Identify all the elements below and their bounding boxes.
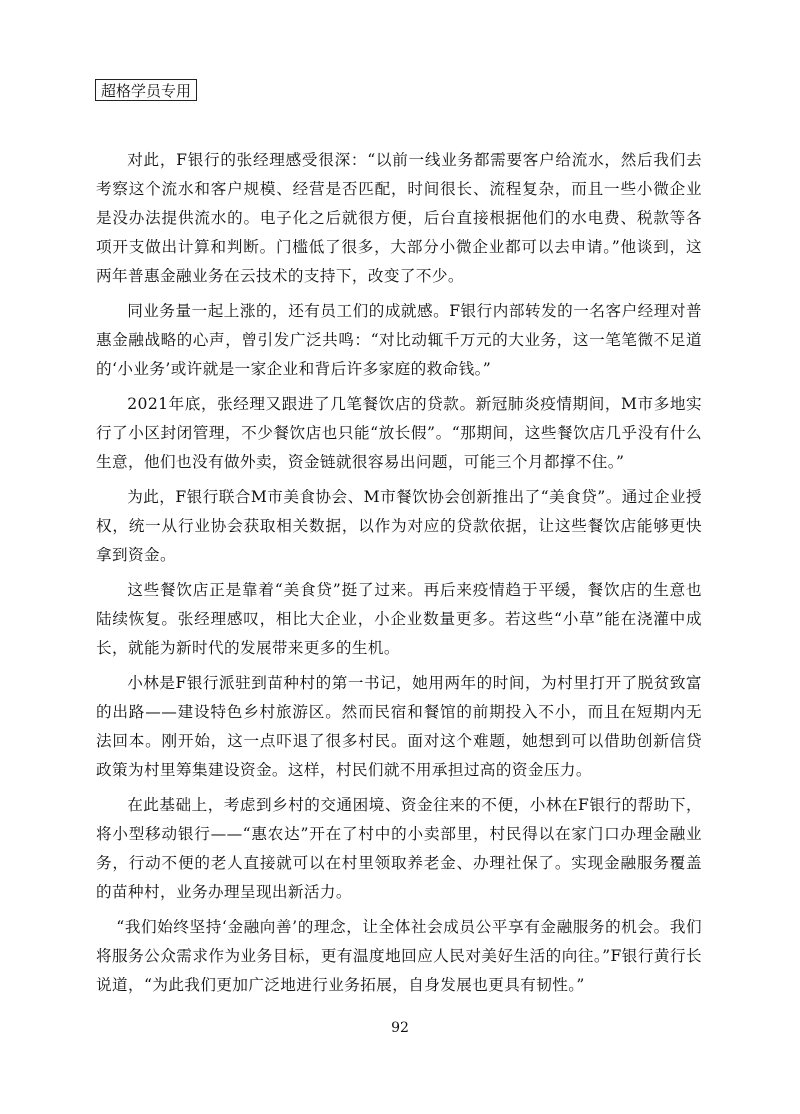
page-number: 92 [391, 1020, 409, 1036]
student-exclusive-badge: 超格学员专用 [95, 79, 197, 101]
paragraph: 同业务量一起上涨的，还有员工们的成就感。F银行内部转发的一名客户经理对普惠金融战略的心声，曾引发广泛共鸣：“对比动辄千万元的大业务，这一笔笔微不足道的‘小业务’或许就是一家企业和背后许多家庭的救命钱。” [96, 302, 702, 378]
paragraph: “我们始终坚持‘金融向善’的理念，让全体社会成员公平享有金融服务的机会。我们将服务公众需求作为业务目标，更有温度地回应人民对美好生活的向往。”F银行黄行长说道，“为此我们更加广泛地进行业务拓展，自身发展也更具有韧性。” [96, 918, 702, 994]
article-body [96, 146, 702, 1006]
paragraph: 对此，F银行的张经理感受很深：“以前一线业务都需要客户给流水，然后我们去考察这个流水和客户规模、经营是否匹配，时间很长、流程复杂，而且一些小微企业是没办法提供流水的。电子化之后就很方便，后台直接根据他们的水电费、税款等各项开支做出计算和判断。门槛低了很多，大部分小微企业都可以去申请。”他谈到，这两年普惠金融业务在云技术的支持下，改变了不少。 [96, 151, 702, 285]
paragraph: 2021年底，张经理又跟进了几笔餐饮店的贷款。新冠肺炎疫情期间，M市多地实行了小区封闭管理，不少餐饮店也只能“放长假”。“那期间，这些餐饮店几乎没有什么生意，他们也没有做外卖，资金链就很容易出问题，可能三个月都撑不住。” [96, 395, 702, 471]
paragraph: 小林是F银行派驻到苗种村的第一书记，她用两年的时间，为村里打开了脱贫致富的出路——建设特色乡村旅游区。然而民宿和餐馆的前期投入不小，而且在短期内无法回本。刚开始，这一点吓退了很多村民。面对这个难题，她想到可以借助创新信贷政策为村里筹集建设资金。这样，村民们就不用承担过高的资金压力。 [96, 674, 702, 779]
paragraph: 为此，F银行联合M市美食协会、M市餐饮协会创新推出了“美食贷”。通过企业授权，统一从行业协会获取相关数据，以作为对应的贷款依据，让这些餐饮店能够更快拿到资金。 [96, 488, 702, 564]
paragraph: 这些餐饮店正是靠着“美食贷”挺了过来。再后来疫情趋于平缓，餐饮店的生意也陆续恢复。张经理感叹，相比大企业，小企业数量更多。若这些“小草”能在浇灌中成长，就能为新时代的发展带来更多的生机。 [96, 581, 702, 657]
paragraph: 在此基础上，考虑到乡村的交通困境、资金往来的不便，小林在F银行的帮助下，将小型移动银行——“惠农达”开在了村中的小卖部里，村民得以在家门口办理金融业务，行动不便的老人直接就可以在村里领取养老金、办理社保了。实现金融服务覆盖的苗种村，业务办理呈现出新活力。 [96, 796, 702, 901]
